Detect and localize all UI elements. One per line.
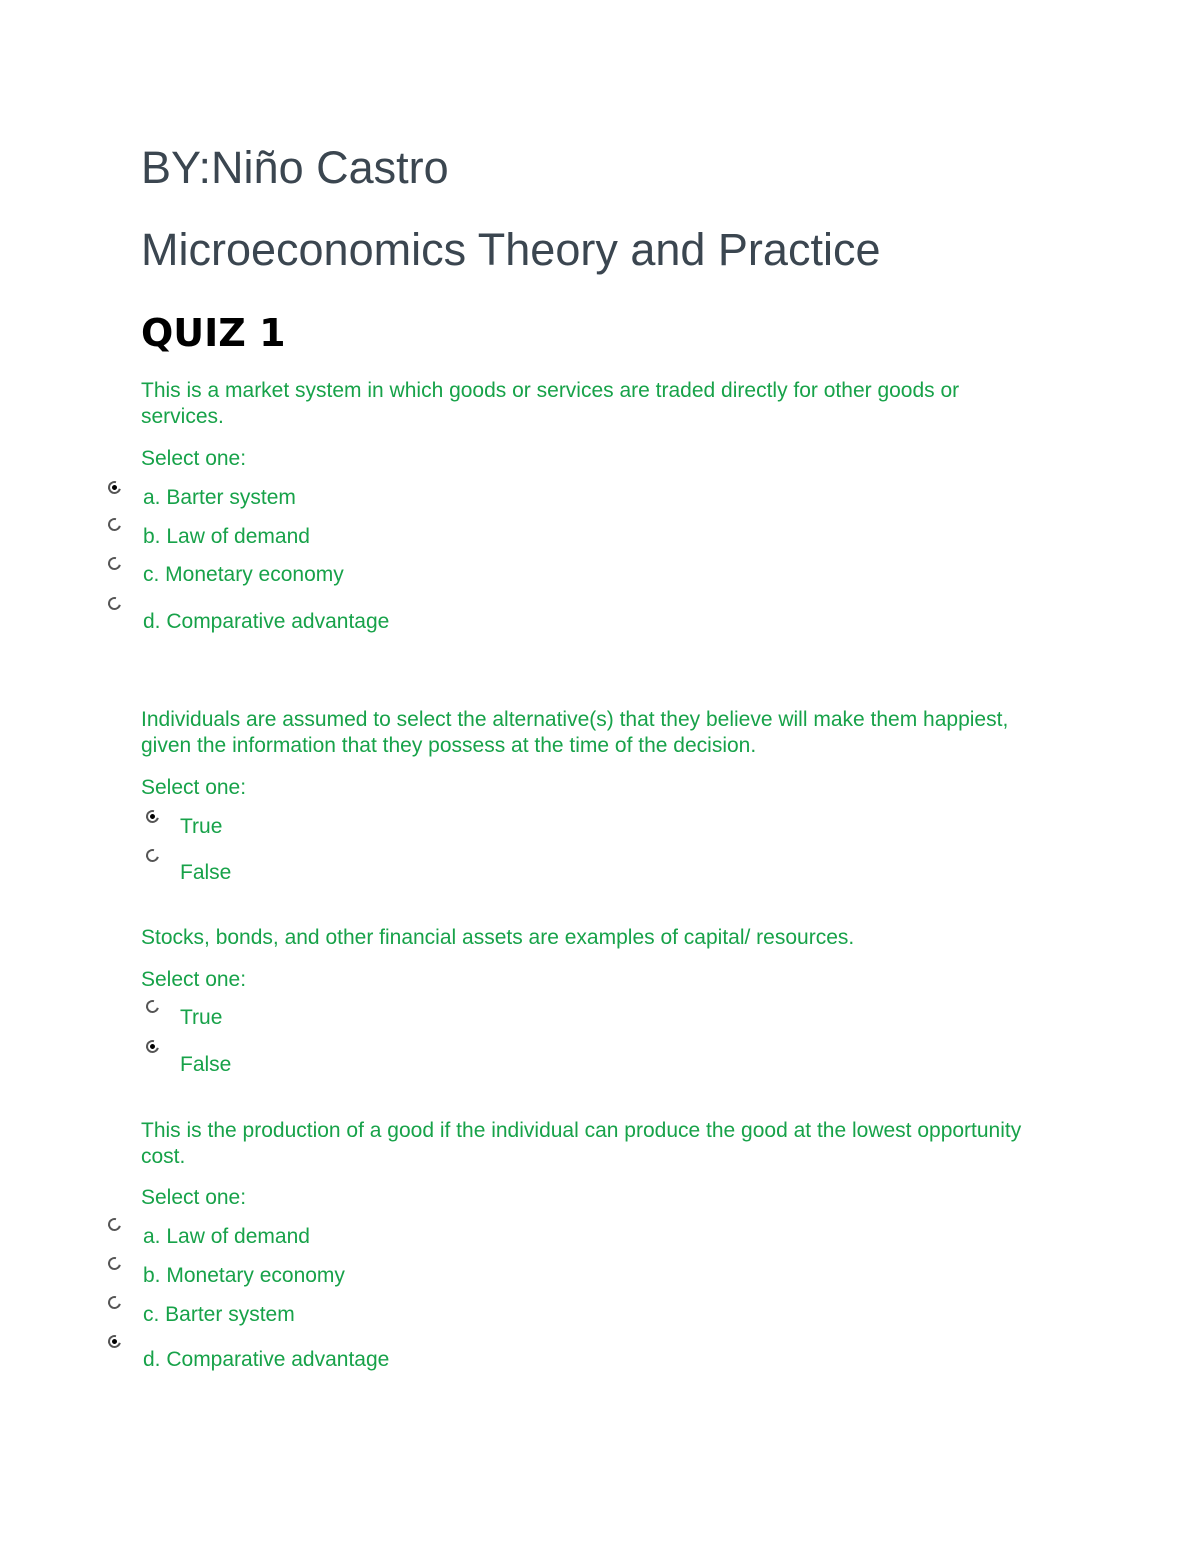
question-2-prompt: Select one: (141, 776, 247, 799)
q3-option-false-label[interactable]: False (180, 1053, 232, 1076)
q1-option-b-radio[interactable] (106, 516, 124, 534)
q2-option-true-label[interactable]: True (180, 815, 223, 838)
q1-option-a-radio[interactable] (106, 479, 124, 497)
question-4-prompt: Select one: (141, 1186, 247, 1209)
question-2-text: Individuals are assumed to select the alternative(s) that they believe will make them happiest, given the information that they possess at the time of the decision. (141, 708, 1009, 757)
q1-option-a-label[interactable]: a. Barter system (143, 486, 296, 509)
question-1-text: This is a market system in which goods or services are traded directly for other goods or services. (141, 379, 960, 428)
course-title: Microeconomics Theory and Practice (141, 224, 881, 275)
q1-option-d-radio[interactable] (106, 595, 124, 613)
q3-option-true-label[interactable]: True (180, 1006, 223, 1029)
q1-option-d-label[interactable]: d. Comparative advantage (143, 610, 390, 633)
q4-option-d-radio[interactable] (106, 1333, 124, 1351)
q4-option-b-label[interactable]: b. Monetary economy (143, 1264, 345, 1287)
q3-option-false-radio[interactable] (144, 1038, 162, 1056)
question-4-text: This is the production of a good if the individual can produce the good at the lowest opportunity cost. (141, 1119, 1022, 1168)
q4-option-b-radio[interactable] (106, 1255, 124, 1273)
question-3-prompt: Select one: (141, 968, 247, 991)
author-line: BY:Niño Castro (141, 142, 449, 193)
quiz-title: QUIZ 1 (141, 311, 286, 355)
q4-option-a-radio[interactable] (106, 1216, 124, 1234)
q4-option-c-label[interactable]: c. Barter system (143, 1303, 295, 1326)
question-3-text: Stocks, bonds, and other financial assets are examples of capital/ resources. (141, 926, 855, 949)
q3-option-true-radio[interactable] (144, 998, 162, 1016)
q1-option-c-label[interactable]: c. Monetary economy (143, 563, 344, 586)
q1-option-b-label[interactable]: b. Law of demand (143, 525, 310, 548)
question-1-prompt: Select one: (141, 447, 247, 470)
q2-option-false-radio[interactable] (144, 847, 162, 865)
q4-option-c-radio[interactable] (106, 1294, 124, 1312)
q2-option-false-label[interactable]: False (180, 861, 232, 884)
q1-option-c-radio[interactable] (106, 555, 124, 573)
q2-option-true-radio[interactable] (144, 808, 162, 826)
q4-option-d-label[interactable]: d. Comparative advantage (143, 1348, 390, 1371)
q4-option-a-label[interactable]: a. Law of demand (143, 1225, 310, 1248)
